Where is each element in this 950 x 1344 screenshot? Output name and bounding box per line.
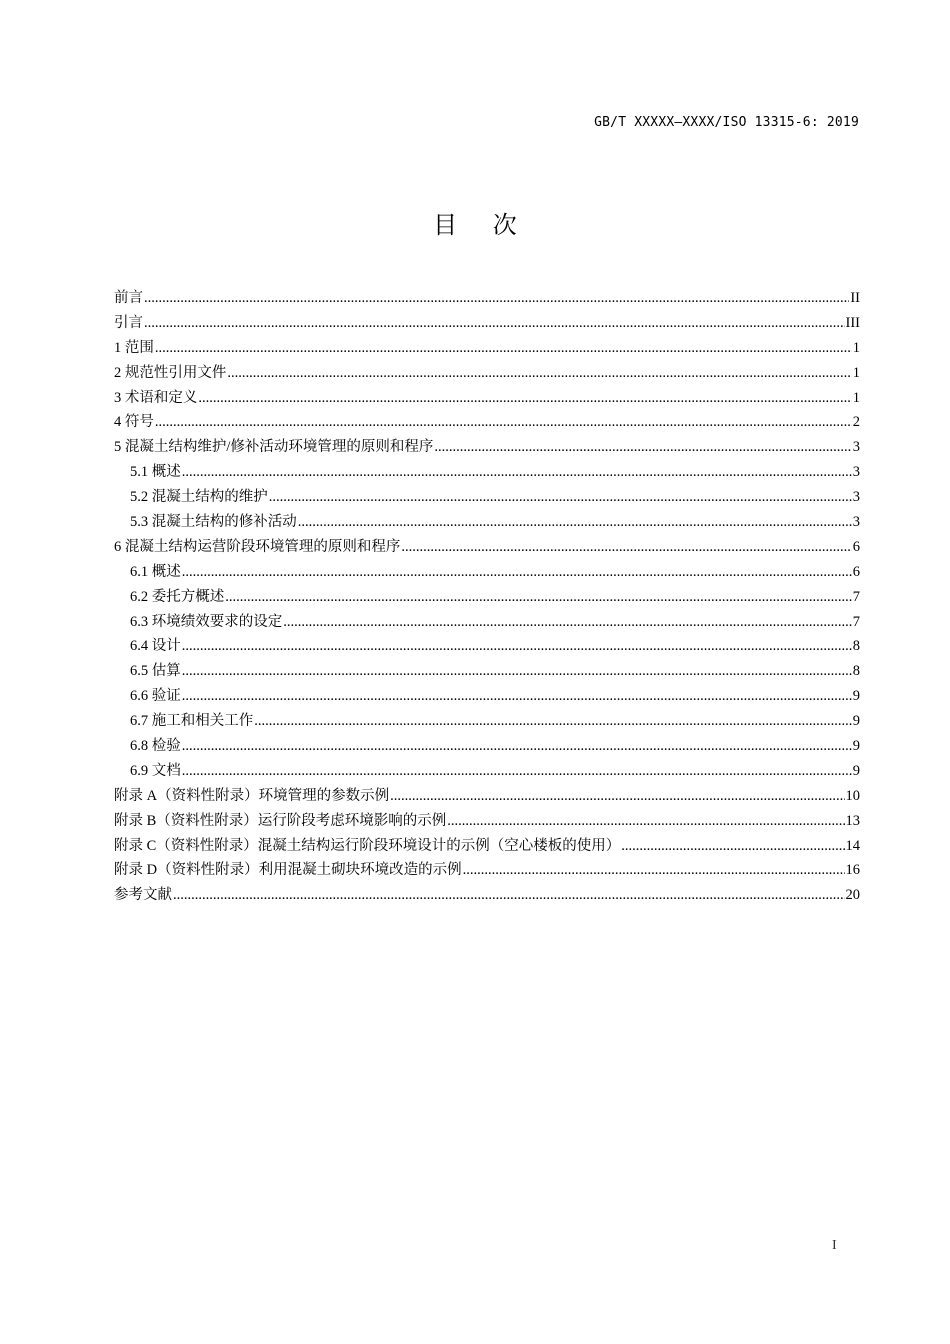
toc-dot-leader <box>254 709 852 734</box>
toc-entry-label: 4 符号 <box>114 414 154 431</box>
toc-entry-label: 6.4 设计 <box>130 638 181 655</box>
toc-dot-leader <box>283 610 852 635</box>
toc-entry[interactable] <box>114 659 860 684</box>
toc-entry-label: 前言 <box>114 290 143 306</box>
toc-entry-page: 2 <box>852 414 860 431</box>
toc-entry[interactable] <box>114 386 860 411</box>
document-code: GB/T XXXXX—XXXX/ISO 13315-6: 2019 <box>594 115 859 130</box>
toc-dot-leader <box>390 784 844 809</box>
toc-entry-page: 10 <box>845 787 860 804</box>
toc-entry[interactable] <box>114 858 860 883</box>
toc-entry-label: 参考文献 <box>114 887 172 904</box>
toc-entry-label: 5.2 混凝土结构的维护 <box>130 489 268 506</box>
toc-entry[interactable] <box>114 759 860 784</box>
toc-entry-page: 9 <box>852 713 860 730</box>
toc-entry-page: 1 <box>852 389 860 406</box>
toc-dot-leader <box>434 435 851 460</box>
toc-dot-leader <box>182 759 852 784</box>
toc-entry[interactable] <box>114 634 860 659</box>
toc-entry[interactable] <box>114 286 860 311</box>
toc-entry-label: 6.3 环境绩效要求的设定 <box>130 613 283 630</box>
toc-dot-leader <box>182 684 852 709</box>
toc-dot-leader <box>269 485 852 510</box>
toc-entry-page: 14 <box>845 837 860 854</box>
toc-entry[interactable] <box>114 585 860 610</box>
toc-entry-label: 6.8 检验 <box>130 738 181 755</box>
toc-dot-leader <box>298 510 852 535</box>
toc-entry-page: 16 <box>845 862 860 879</box>
toc-entry[interactable] <box>114 610 860 635</box>
toc-dot-leader <box>155 336 852 361</box>
toc-entry[interactable] <box>114 361 860 386</box>
toc-dot-leader <box>463 858 845 883</box>
toc-entry-page: 9 <box>852 738 860 755</box>
toc-entry-label: 6.7 施工和相关工作 <box>130 713 254 730</box>
toc-dot-leader <box>182 560 852 585</box>
toc-dot-leader <box>225 585 852 610</box>
toc-entry[interactable] <box>114 834 860 859</box>
toc-entry-label: 6.2 委托方概述 <box>130 588 225 605</box>
toc-entry-page: 8 <box>852 663 860 680</box>
toc-entry-page: 1 <box>852 339 860 356</box>
toc-entry-label: 5.1 概述 <box>130 464 181 481</box>
toc-entry-page: 3 <box>852 489 860 506</box>
toc-dot-leader <box>144 311 845 336</box>
toc-entry-page: 3 <box>852 439 860 456</box>
table-of-contents <box>114 286 860 908</box>
toc-entry-label: 5.3 混凝土结构的修补活动 <box>130 514 297 531</box>
toc-dot-leader <box>182 634 852 659</box>
toc-entry[interactable] <box>114 734 860 759</box>
toc-entry-page: 3 <box>852 464 860 481</box>
toc-entry-label: 附录 D（资料性附录）利用混凝土砌块环境改造的示例 <box>114 862 462 879</box>
toc-entry-label: 6.6 验证 <box>130 688 181 705</box>
toc-entry[interactable] <box>114 485 860 510</box>
toc-entry[interactable] <box>114 336 860 361</box>
toc-entry-label: 3 术语和定义 <box>114 389 198 406</box>
toc-entry[interactable] <box>114 784 860 809</box>
toc-entry-page: 13 <box>845 812 860 829</box>
page-number: I <box>832 1238 837 1253</box>
toc-entry-page: 8 <box>852 638 860 655</box>
toc-entry[interactable] <box>114 560 860 585</box>
toc-entry[interactable] <box>114 709 860 734</box>
toc-entry-label: 6 混凝土结构运营阶段环境管理的原则和程序 <box>114 538 401 555</box>
toc-entry-label: 5 混凝土结构维护/修补活动环境管理的原则和程序 <box>114 439 434 456</box>
toc-entry-label: 引言 <box>114 314 143 331</box>
toc-entry-page: 7 <box>852 588 860 605</box>
toc-entry-label: 1 范围 <box>114 339 154 356</box>
toc-dot-leader <box>155 410 852 435</box>
page-title: 目 次 <box>433 211 531 239</box>
toc-entry-label: 附录 A（资料性附录）环境管理的参数示例 <box>114 787 390 804</box>
toc-entry-label: 6.5 估算 <box>130 663 181 680</box>
toc-entry-page: 7 <box>852 613 860 630</box>
toc-entry-label: 2 规范性引用文件 <box>114 364 227 381</box>
toc-entry-page: 9 <box>852 688 860 705</box>
toc-dot-leader <box>621 834 844 859</box>
toc-entry-page: 1 <box>852 364 860 381</box>
toc-entry[interactable] <box>114 883 860 908</box>
toc-dot-leader <box>182 460 852 485</box>
toc-entry-label: 附录 C（资料性附录）混凝土结构运行阶段环境设计的示例（空心楼板的使用） <box>114 837 621 854</box>
toc-entry-page: 3 <box>852 514 860 531</box>
toc-entry-page: 20 <box>845 887 860 904</box>
toc-entry[interactable] <box>114 460 860 485</box>
toc-entry[interactable] <box>114 410 860 435</box>
toc-entry[interactable] <box>114 435 860 460</box>
toc-entry-label: 6.9 文档 <box>130 762 181 779</box>
toc-dot-leader <box>144 286 849 311</box>
toc-entry-label: 附录 B（资料性附录）运行阶段考虑环境影响的示例 <box>114 812 447 829</box>
toc-dot-leader <box>401 535 851 560</box>
toc-dot-leader <box>182 659 852 684</box>
toc-dot-leader <box>227 361 851 386</box>
toc-entry-page: 6 <box>852 538 860 555</box>
toc-entry[interactable] <box>114 510 860 535</box>
toc-entry-page: II <box>850 290 860 306</box>
toc-entry[interactable] <box>114 311 860 336</box>
toc-entry[interactable] <box>114 809 860 834</box>
toc-dot-leader <box>182 734 852 759</box>
toc-dot-leader <box>447 809 844 834</box>
toc-dot-leader <box>173 883 845 908</box>
toc-entry-page: 6 <box>852 563 860 580</box>
toc-entry-page: III <box>845 314 860 331</box>
toc-dot-leader <box>198 386 851 411</box>
toc-entry[interactable] <box>114 684 860 709</box>
toc-entry-label: 6.1 概述 <box>130 563 181 580</box>
toc-entry-page: 9 <box>852 762 860 779</box>
toc-entry[interactable] <box>114 535 860 560</box>
